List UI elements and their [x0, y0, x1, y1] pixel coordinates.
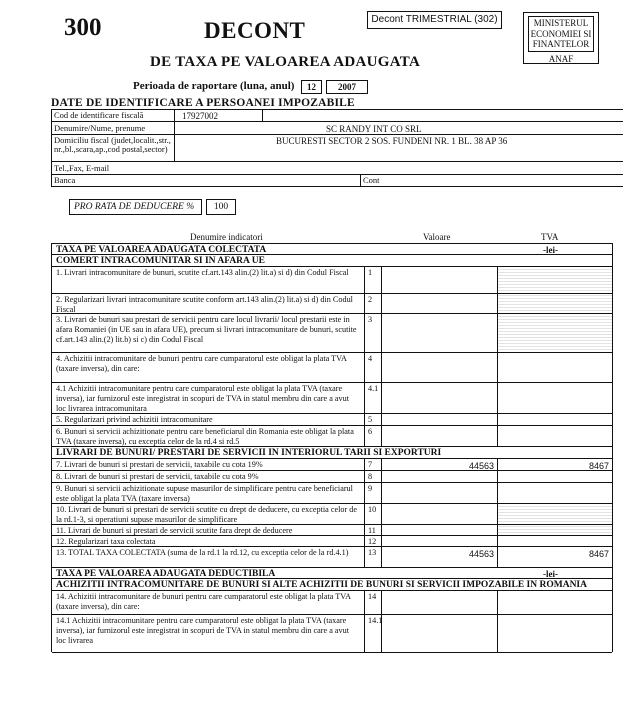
- vat-field[interactable]: [497, 591, 612, 614]
- cif-field[interactable]: 17927002: [182, 111, 218, 121]
- indicator-row-number: 10: [364, 504, 381, 524]
- value-field[interactable]: [381, 615, 497, 652]
- address-field[interactable]: BUCURESTI SECTOR 2 SOS. FUNDENI NR. 1 BL. 38 AP 36: [276, 136, 508, 146]
- value-field[interactable]: [381, 383, 497, 413]
- identification-table: [51, 109, 623, 185]
- value-field[interactable]: 44563: [381, 547, 497, 567]
- indicator-description: 7. Livrari de bunuri si prestari de servicii, taxabile cu cota 19%: [56, 460, 263, 469]
- name-label: Denumire/Nume, prenume: [54, 123, 146, 133]
- bank-row: [51, 175, 623, 187]
- indicator-description: 4. Achizitii intracomunitare de bunuri pentru care cumparatorul este obligat la plata TVA (taxare inversa), din care:: [56, 354, 347, 373]
- name-row: [51, 122, 623, 135]
- section-header: [52, 579, 612, 591]
- indicator-description: 8. Livrari de bunuri si prestari de servicii, taxabile cu cota 9%: [56, 472, 259, 481]
- indicator-row: [52, 483, 612, 504]
- section-title: ACHIZITII INTRACOMUNITARE DE BUNURI SI ALTE ACHIZITII DE BUNURI SI SERVICII IMPOZABILE IN ROMANIA: [56, 580, 587, 590]
- vat-field[interactable]: [497, 414, 612, 425]
- form-subtitle: DE TAXA PE VALOAREA ADAUGATA: [150, 54, 421, 70]
- vat-field[interactable]: [497, 353, 612, 382]
- period-label: Perioada de raportare (luna, anul): [133, 80, 295, 92]
- section-header: [52, 255, 612, 267]
- indicator-description: 3. Livrari de bunuri sau prestari de servicii pentru care locul livrarii/ locul prestarii este in afara Romaniei (in UE sau in afara UE), precum si livrari intracomunitare de bunuri, scutite cf.art.143 alin.(2) lit.b) si c) din Codul Fiscal: [56, 315, 357, 344]
- contact-row: [51, 162, 623, 175]
- vat-indicators-table: [51, 243, 613, 652]
- indicator-row-number: 5: [364, 414, 381, 425]
- value-field[interactable]: [381, 483, 497, 503]
- period-year-field[interactable]: 2007: [326, 80, 368, 94]
- section-title: TAXA PE VALOAREA ADAUGATA DEDUCTIBILA: [56, 569, 276, 579]
- bank-label: Banca: [54, 175, 76, 185]
- value-field[interactable]: [381, 426, 497, 446]
- indicator-row: [52, 471, 612, 483]
- indicator-description: 4.1 Achizitii intracomunitare pentru care cumparatorul este obligat la plata TVA (taxare inversa), iar furnizorul este inregistrat in scopuri de TVA in statul membru din care a avut loc livrarea intracomunitara: [56, 384, 349, 413]
- account-label: Cont: [363, 175, 380, 185]
- value-field[interactable]: [381, 471, 497, 482]
- vat-field[interactable]: [497, 383, 612, 413]
- indicator-description: 1. Livrari intracomunitare de bunuri, scutite cf.art.143 alin.(2) lit.a) si d) din Codul Fiscal: [56, 268, 349, 277]
- indicator-row-number: 12: [364, 536, 381, 546]
- prorata-label: PRO RATA DE DEDUCERE %: [69, 199, 202, 215]
- identification-heading: DATE DE IDENTIFICARE A PERSOANEI IMPOZABILE: [51, 97, 355, 109]
- vat-field[interactable]: 8467: [497, 547, 612, 567]
- indicator-row-number: 1: [364, 267, 381, 293]
- indicator-row: [52, 426, 612, 447]
- ministry-line-2: ECONOMIEI SI: [530, 28, 592, 39]
- indicator-row-number: 7: [364, 459, 381, 470]
- vat-column-header: TVA: [541, 232, 559, 242]
- indicator-row-number: 13: [364, 547, 381, 567]
- ministry-line-3: FINANTELOR: [532, 39, 590, 49]
- indicator-row: [52, 536, 612, 547]
- indicator-row-number: 2: [364, 294, 381, 313]
- address-row: [51, 135, 623, 162]
- value-field[interactable]: [381, 314, 497, 352]
- value-field[interactable]: [381, 353, 497, 382]
- ministry-name: [528, 16, 594, 52]
- vat-field: [497, 504, 612, 524]
- section-title: TAXA PE VALOAREA ADAUGATA COLECTATA: [56, 245, 267, 255]
- value-field[interactable]: [381, 591, 497, 614]
- contact-label: Tel.,Fax, E-mail: [54, 163, 110, 173]
- section-title: LIVRARI DE BUNURI/ PRESTARI DE SERVICII IN INTERIORUL TARII SI EXPORTURI: [56, 448, 442, 458]
- indicator-row: [52, 383, 612, 414]
- value-field[interactable]: [381, 294, 497, 313]
- indicator-row: [52, 294, 612, 314]
- vat-field[interactable]: [497, 615, 612, 652]
- name-field[interactable]: SC RANDY INT CO SRL: [326, 124, 422, 134]
- indicator-row-number: 14.1: [364, 615, 381, 652]
- vat-field: [497, 294, 612, 313]
- vat-field[interactable]: [497, 471, 612, 482]
- indicator-description: 14. Achizitii intracomunitare de bunuri pentru care cumparatorul este obligat la plata TVA (taxare inversa), din care:: [56, 592, 351, 611]
- indicators-column-header: Denumire indicatori: [190, 232, 263, 242]
- indicator-row: [52, 353, 612, 383]
- indicator-row: [52, 314, 612, 353]
- indicator-row-number: 9: [364, 483, 381, 503]
- value-field[interactable]: [381, 414, 497, 425]
- indicator-row-number: 6: [364, 426, 381, 446]
- section-header: [52, 447, 612, 459]
- address-label: Domiciliu fiscal (judet,localit.,str., nr.,bl.,scara,ap.,cod postal,sector): [54, 135, 171, 154]
- section-title: COMERT INTRACOMUNITAR SI IN AFARA UE: [56, 256, 265, 266]
- vat-field[interactable]: [497, 536, 612, 546]
- agency-name: ANAF: [548, 53, 574, 64]
- indicator-description: 9. Bunuri si servicii achizitionate supuse masurilor de simplificare pentru care beneficiarul este obligat la plata TVA (taxare inversa): [56, 484, 353, 503]
- vat-field[interactable]: [497, 426, 612, 446]
- cif-label: Cod de identificare fiscală: [54, 110, 144, 120]
- value-field[interactable]: [381, 525, 497, 535]
- ministry-line-1: MINISTERUL: [533, 18, 589, 28]
- vat-field: [497, 525, 612, 535]
- section-header: [52, 244, 612, 255]
- ministry-stamp: [523, 12, 599, 64]
- vat-field: [497, 267, 612, 293]
- section-unit: -lei-: [543, 569, 558, 579]
- indicator-description: 13. TOTAL TAXA COLECTATA (suma de la rd.1 la rd.12, cu exceptia celor de la rd.4.1): [56, 548, 349, 557]
- period-month-field[interactable]: 12: [301, 80, 322, 94]
- indicator-row: [52, 525, 612, 536]
- indicator-row-number: 4.1: [364, 383, 381, 413]
- section-header: [52, 568, 612, 579]
- indicator-row: [52, 459, 612, 471]
- indicator-row: [52, 615, 612, 653]
- indicator-row-number: 3: [364, 314, 381, 352]
- indicator-row-number: 11: [364, 525, 381, 535]
- indicator-row-number: 14: [364, 591, 381, 614]
- value-field[interactable]: 44563: [381, 459, 497, 470]
- indicator-description: 12. Regularizari taxa colectata: [56, 537, 156, 546]
- value-column-header: Valoare: [423, 232, 451, 242]
- indicator-row: [52, 547, 612, 568]
- vat-field: [497, 314, 612, 352]
- form-number: 300: [64, 14, 102, 41]
- indicator-row: [52, 414, 612, 426]
- cif-row: [51, 110, 623, 122]
- indicator-description: 10. Livrari de bunuri si prestari de servicii scutite cu drept de deducere, cu exceptia celor de la rd.1-3, si operatiuni supuse masurilor de simplificare: [56, 505, 357, 524]
- indicator-description: 14.1 Achizitii intracomunitare pentru care cumparatorul este obligat la plata TVA (taxare inversa), iar furnizorul este inregistrat in scopuri de TVA in statul membru din care a avut loc livrarea: [56, 616, 349, 645]
- indicator-description: 11. Livrari de bunuri si prestari de servicii scutite fara drept de deducere: [56, 526, 293, 535]
- indicator-row: [52, 504, 612, 525]
- indicator-description: 5. Regularizari privind achizitii intracomunitare: [56, 415, 213, 424]
- value-field[interactable]: [381, 267, 497, 293]
- indicator-row: [52, 591, 612, 615]
- form-title: DECONT: [204, 18, 306, 43]
- indicator-description: 2. Regularizari livrari intracomunitare scutite conform art.143 alin.(2) lit.a) si d) din Codul Fiscal: [56, 295, 353, 314]
- indicator-row-number: 8: [364, 471, 381, 482]
- vat-field[interactable]: [497, 483, 612, 503]
- value-field[interactable]: [381, 504, 497, 524]
- declaration-type-tag: Decont TRIMESTRIAL (302): [367, 11, 502, 29]
- section-unit: -lei-: [543, 245, 558, 255]
- indicator-row: [52, 267, 612, 294]
- indicator-row-number: 4: [364, 353, 381, 382]
- vat-field[interactable]: 8467: [497, 459, 612, 470]
- indicator-description: 6. Bunuri si servicii achizitionate pentru care beneficiarul din Romania este obligat la plata TVA (taxare inversa), cu exceptia celor de la rd.4 si rd.5: [56, 427, 354, 446]
- value-field[interactable]: [381, 536, 497, 546]
- prorata-field[interactable]: 100: [206, 199, 236, 215]
